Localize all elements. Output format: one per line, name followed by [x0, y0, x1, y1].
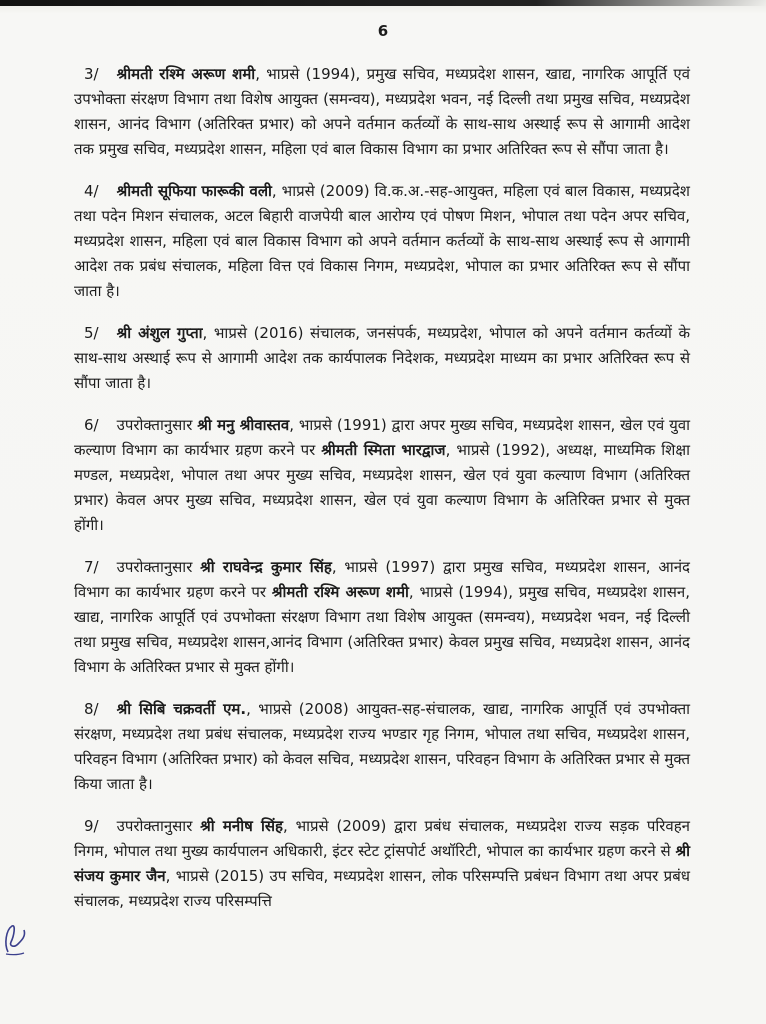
officer-name: श्रीमती रश्मि अरूण शमी — [116, 65, 256, 83]
paragraph-text: , भाप्रसे (2009) द्वारा प्रबंध संचालक, मध्यप्रदेश राज्य सड़क परिवहन निगम, भोपाल तथा मुख्य कार्यपालन अधिकारी, इंटर स्टेट ट्रांसपोर्ट अथॉरिटी, भोपाल का कार्यभार ग्रहण करने से — [74, 817, 690, 860]
paragraph-text: उपरोक्तानुसार — [116, 416, 198, 434]
paragraph-text: , भाप्रसे (2015) उप सचिव, मध्यप्रदेश शासन, लोक परिसम्पत्ति प्रबंधन विभाग तथा अपर प्रबंध संचालक, मध्यप्रदेश राज्य परिसम्पत्ति — [74, 867, 690, 910]
order-paragraph — [74, 179, 690, 304]
paragraph-number: 9/ — [84, 817, 99, 835]
paragraph-number: 3/ — [84, 65, 99, 83]
page-number: 6 — [377, 22, 389, 40]
paragraph-text: , भाप्रसे (1994), प्रमुख सचिव, मध्यप्रदेश शासन, खाद्य, नागरिक आपूर्ति एवं उपभोक्ता संरक्षण विभाग तथा विशेष आयुक्त (समन्वय), मध्यप्रदेश भवन, नई दिल्ली तथा प्रमुख सचिव, मध्यप्रदेश शासन,आनंद विभाग (अतिरिक्त प्रभार) केवल प्रमुख सचिव, मध्यप्रदेश शासन, आनंद विभाग के अतिरिक्त प्रभार से मुक्त होंगी। — [74, 583, 690, 676]
officer-name: श्रीमती स्मिता भारद्वाज — [321, 441, 446, 459]
paragraph-number: 5/ — [84, 324, 99, 342]
paragraph-text: , भाप्रसे (2008) आयुक्त-सह-संचालक, खाद्य, नागरिक आपूर्ति एवं उपभोक्ता संरक्षण, मध्यप्रदेश तथा प्रबंध संचालक, मध्यप्रदेश राज्य भण्डार गृह निगम, भोपाल तथा सचिव, मध्यप्रदेश शासन, परिवहन विभाग (अतिरिक्त प्रभार) को केवल सचिव, मध्यप्रदेश शासन, परिवहन विभाग के अतिरिक्त प्रभार से मुक्त किया जाता है। — [74, 700, 691, 793]
officer-name: श्री मनीष सिंह — [200, 817, 283, 835]
paragraph-text: , भाप्रसे (2016) संचालक, जनसंपर्क, मध्यप्रदेश, भोपाल को अपने वर्तमान कर्तव्यों के साथ-साथ अस्थाई रूप से आगामी आदेश तक कार्यपालक निदेशक, मध्यप्रदेश माध्यम का प्रभार अतिरिक्त रूप से सौंपा जाता है। — [74, 324, 691, 392]
order-paragraph — [74, 814, 690, 914]
paragraph-text: , भाप्रसे (1994), प्रमुख सचिव, मध्यप्रदेश शासन, खाद्य, नागरिक आपूर्ति एवं उपभोक्ता संरक्षण विभाग तथा विशेष आयुक्त (समन्वय), मध्यप्रदेश भवन, नई दिल्ली तथा प्रमुख सचिव, मध्यप्रदेश शासन, आनंद विभाग (अतिरिक्त प्रभार) को अपने वर्तमान कर्तव्यों के साथ-साथ अस्थाई रूप से आगामी आदेश तक प्रमुख सचिव, मध्यप्रदेश शासन, महिला एवं बाल विकास विभाग का प्रभार अतिरिक्त रूप से सौंपा जाता है। — [74, 65, 690, 158]
paragraph-number: 6/ — [84, 416, 99, 434]
handwritten-initial-mark — [2, 918, 32, 958]
paragraph-number: 4/ — [84, 182, 99, 200]
order-paragraph — [74, 555, 690, 680]
paragraph-text: उपरोक्तानुसार — [116, 558, 201, 576]
paragraph-number: 8/ — [84, 700, 99, 718]
paragraph-text: उपरोक्तानुसार — [116, 817, 201, 835]
paragraph-text: , भाप्रसे (1992), अध्यक्ष, माध्यमिक शिक्षा मण्डल, मध्यप्रदेश, भोपाल तथा अपर मुख्य सचिव, मध्यप्रदेश शासन, खेल एवं युवा कल्याण विभाग (अतिरिक्त प्रभार) केवल अपर मुख्य सचिव, मध्यप्रदेश शासन, खेल एवं युवा कल्याण विभाग के अतिरिक्त प्रभार से मुक्त होंगी। — [74, 441, 690, 534]
paragraph-text: , भाप्रसे (1997) द्वारा प्रमुख सचिव, मध्यप्रदेश शासन, आनंद विभाग का कार्यभार ग्रहण करने पर — [74, 558, 691, 601]
order-paragraph — [74, 413, 690, 538]
officer-name: श्री अंशुल गुप्ता — [116, 324, 203, 342]
officer-name: श्रीमती रश्मि अरूण शमी — [271, 583, 409, 601]
document-body — [74, 62, 690, 931]
paragraph-text: , भाप्रसे (1991) द्वारा अपर मुख्य सचिव, मध्यप्रदेश शासन, खेल एवं युवा कल्याण विभाग का कार्यभार ग्रहण करने पर — [74, 416, 690, 459]
officer-name: श्री मनु श्रीवास्तव — [197, 416, 290, 434]
order-paragraph — [74, 321, 690, 396]
paragraph-text: , भाप्रसे (2009) वि.क.अ.-सह-आयुक्त, महिला एवं बाल विकास, मध्यप्रदेश तथा पदेन मिशन संचालक, अटल बिहारी वाजपेयी बाल आरोग्य एवं पोषण मिशन, भोपाल तथा पदेन अपर सचिव, मध्यप्रदेश शासन, महिला एवं बाल विकास विभाग को अपने वर्तमान कर्तव्यों के साथ-साथ अस्थाई रूप से आगामी आदेश तक प्रबंध संचालक, महिला वित्त एवं विकास निगम, मध्यप्रदेश, भोपाल का प्रभार अतिरिक्त रूप से सौंपा जाता है। — [74, 182, 690, 300]
paragraph-number: 7/ — [84, 558, 99, 576]
scan-top-edge — [0, 0, 766, 6]
order-paragraph — [74, 62, 690, 162]
officer-name: श्रीमती सूफिया फारूकी वली — [116, 182, 272, 200]
officer-name: श्री राघवेन्द्र कुमार सिंह — [200, 558, 332, 576]
officer-name: श्री सिबि चक्रवर्ती एम. — [116, 700, 247, 718]
officer-name: श्री संजय कुमार जैन — [74, 842, 690, 885]
order-paragraph — [74, 697, 690, 797]
